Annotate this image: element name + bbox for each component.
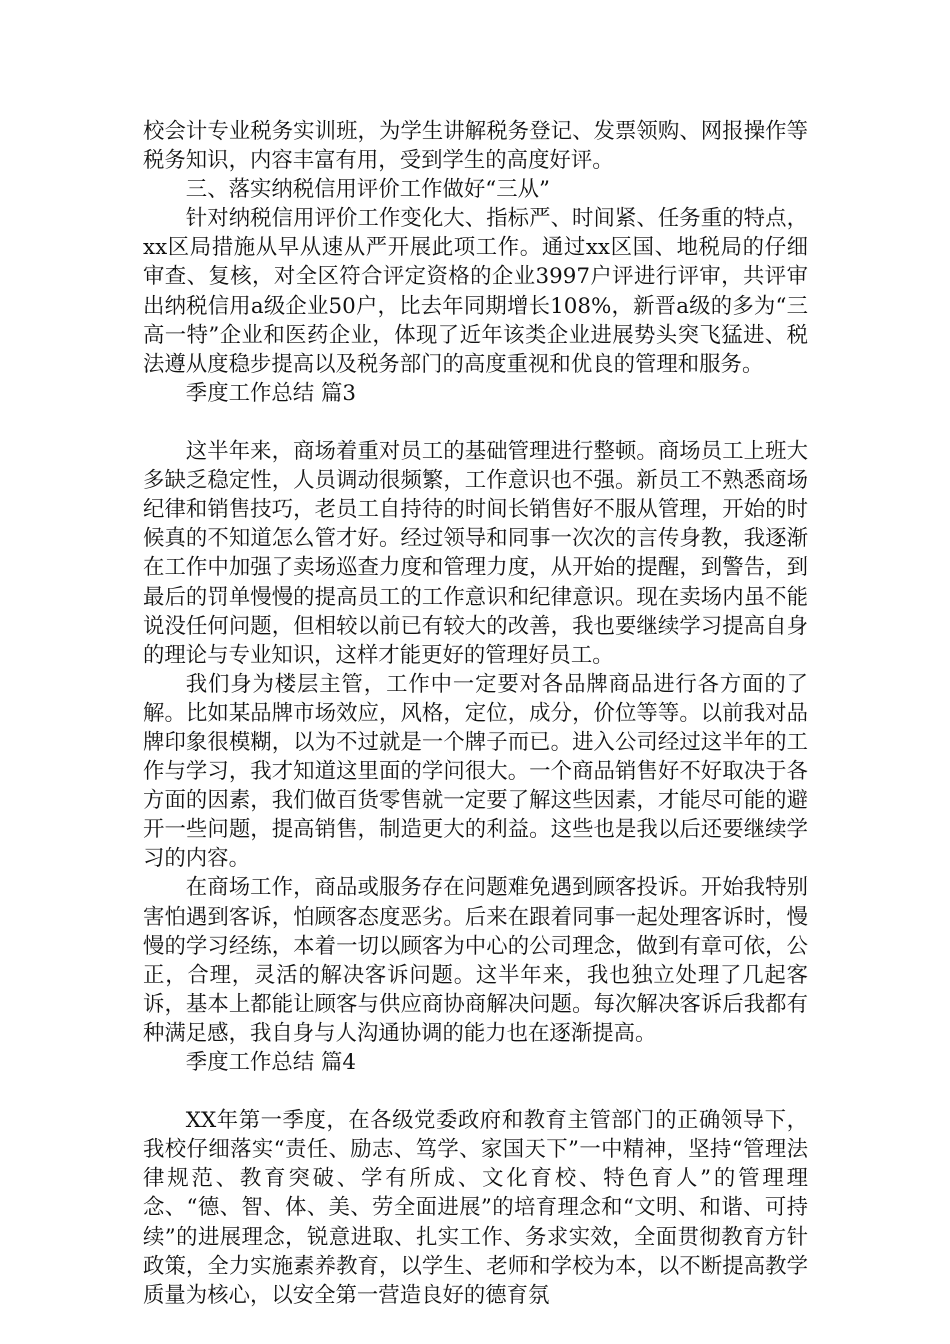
paragraph-school-first-quarter: XX年第一季度，在各级党委政府和教育主管部门的正确领导下，我校仔细落实“责任、励志、笃学、家国天下”一中精神，坚持“管理法律规范、教育突破、学有所成、文化育校、特色育人”的管理理念、“德、智、体、美、劳全面进展”的培育理念和“文明、和谐、可持续”的进展理念，锐意进取、扎实工作、务求实效，全面贯彻教育方针政策，全力实施素养教育，以学生、老师和学校为本，以不断提高教学质量为核心，以安全第一营造良好的德育氛 xyxy=(143,1108,808,1308)
blank-line xyxy=(143,408,808,437)
section-heading-part-3: 季度工作总结 篇3 xyxy=(185,380,356,406)
paragraph-staff-management: 这半年来，商场着重对员工的基础管理进行整顿。商场员工上班大多缺乏稳定性，人员调动很频繁，工作意识也不强。新员工不熟悉商场纪律和销售技巧，老员工自持待的时间长销售好不服从管理，开始的时候真的不知道怎么管才好。经过领导和同事一次次的言传身教，我逐渐在工作中加强了卖场巡查力度和管理力度，从开始的提醒，到警告，到最后的罚单慢慢的提高员工的工作意识和纪律意识。现在卖场内虽不能说没任何问题，但相较以前已有较大的改善，我也要继续学习提高自身的理论与专业知识，这样才能更好的管理好员工。 xyxy=(143,439,808,668)
paragraph-complaints: 在商场工作，商品或服务存在问题难免遇到顾客投诉。开始我特别害怕遇到客诉，怕顾客态度恶劣。后来在跟着同事一起处理客诉时，慢慢的学习经练，本着一切以顾客为中心的公司理念，做到有章可依，公正，合理，灵活的解决客诉问题。这半年来，我也独立处理了几起客诉，基本上都能让顾客与供应商协商解决问题。每次解决客诉后我都有种满足感，我自身与人沟通协调的能力也在逐渐提高。 xyxy=(143,875,808,1046)
blank-line xyxy=(143,1077,808,1106)
paragraph-continued: 校会计专业税务实训班，为学生讲解税务登记、发票领购、网报操作等税务知识，内容丰富有用，受到学生的高度好评。 xyxy=(143,119,808,174)
section-heading-credit-evaluation: 三、落实纳税信用评价工作做好“三从” xyxy=(185,177,550,203)
paragraph-credit-evaluation: 针对纳税信用评价工作变化大、指标严、时间紧、任务重的特点，xx区局措施从早从速从严开展此项工作。通过xx区国、地税局的仔细审查、复核，对全区符合评定资格的企业3997户评进行评审，共评审出纳税信用a级企业50户，比去年同期增长108%，新晋a级的多为“三高一特”企业和医药企业，体现了近年该类企业进展势头突飞猛进、税法遵从度稳步提高以及税务部门的高度重视和优良的管理和服务。 xyxy=(143,206,808,377)
paragraph-brand-knowledge: 我们身为楼层主管，工作中一定要对各品牌商品进行各方面的了解。比如某品牌市场效应，风格，定位，成分，价位等等。以前我对品牌印象很模糊，以为不过就是一个牌子而已。进入公司经过这半年的工作与学习，我才知道这里面的学问很大。一个商品销售好不好取决于各方面的因素，我们做百货零售就一定要了解这些因素，才能尽可能的避开一些问题，提高销售，制造更大的利益。这些也是我以后还要继续学习的内容。 xyxy=(143,671,808,872)
document-page xyxy=(143,117,808,1310)
section-heading-part-4: 季度工作总结 篇4 xyxy=(185,1050,356,1075)
